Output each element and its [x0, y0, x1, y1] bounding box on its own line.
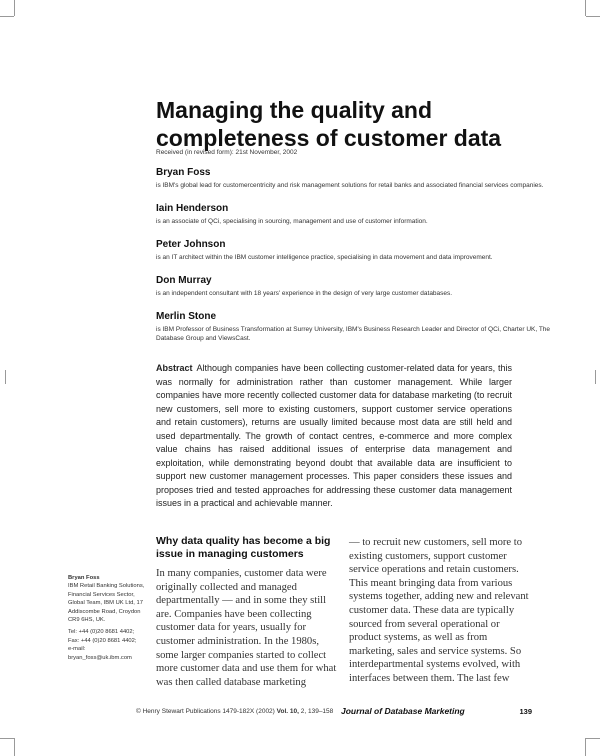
contact-email: bryan_foss@uk.ibm.com [68, 654, 132, 661]
author-entry [156, 166, 556, 190]
author-bio: is IBM Professor of Business Transformation at Surrey University, IBM's Business Research Leader and Director of QCi, Charter UK, The Database Group and ViewsCast. [156, 326, 551, 342]
received-date: Received (in revised form): 21st November, 2002 [156, 149, 298, 156]
contact-tel: Tel: +44 (0)20 8681 4402; [68, 629, 135, 636]
author-entry [156, 202, 556, 226]
author-bio: is IBM's global lead for customercentricity and risk management solutions for retail banks and associated financial services companies. [156, 182, 544, 189]
author-name: Peter Johnson [156, 239, 226, 250]
author-name: Bryan Foss [156, 167, 211, 178]
abstract [156, 362, 512, 511]
author-contact-sidebar [68, 574, 148, 662]
crop-mark [14, 0, 15, 16]
author-bio: is an independent consultant with 18 years' experience in the design of very large customer databases. [156, 290, 453, 297]
page-footer [136, 707, 532, 717]
author-entry [156, 310, 556, 343]
crop-mark [0, 738, 14, 739]
body-column-left [156, 535, 338, 689]
author-bio: is an associate of QCi, specialising in sourcing, management and use of customer information. [156, 218, 428, 225]
crop-mark [586, 16, 600, 17]
crop-mark [586, 738, 600, 739]
copyright-text: © Henry Stewart Publications 1479-182X (2002) [136, 708, 275, 715]
article-title: Managing the quality and completeness of customer data [156, 97, 502, 151]
page-number: 139 [519, 707, 532, 716]
contact-fax: Fax: +44 (0)20 8681 4402; [68, 637, 137, 644]
author-list [156, 166, 556, 355]
journal-name: Journal of Database Marketing [341, 706, 465, 716]
abstract-text: Although companies have been collecting customer-related data for years, this was normally for administration rather than customer management. While larger companies have more recently collected customer data for database marketing (to recruit new customers, sell more to existing customers, support customer service operations and retain customers), returns are usually limited because most data are still held and used departmentally. The growth of contact centres, e-commerce and more complex value chains has raised additional issues of enterprise data management and exploitation, while demonstrating beyond doubt that available data are insufficient to support new customer management processes. This paper considers these issues and proposes tried and tested approaches for addressing these customer data management issues in a practical and achievable manner. [156, 363, 512, 508]
crop-mark [595, 370, 596, 384]
section-heading: Why data quality has become a big issue in managing customers [156, 535, 331, 560]
author-entry [156, 274, 556, 298]
author-entry [156, 238, 556, 262]
body-paragraph: — to recruit new customers, sell more to existing customers, support customer service operations and retain customers. This meant bringing data from various systems together, adding new and relevant customer data. These data are typically sourced from several operational or product systems, as well as from marketing, sales and service systems. So interdepartmental systems evolved, with interfaces between them. The last few [349, 537, 529, 684]
footer-issue: 2, 139–158 [300, 708, 334, 715]
abstract-label: Abstract [156, 363, 193, 373]
contact-name: Bryan Foss [68, 575, 100, 581]
body-column-right [349, 536, 534, 686]
contact-address: IBM Retail Banking Solutions, Financial Services Sector, Global Team, IBM UK Ltd, 17 Addiscombe Road, Croydon CR9 6HS, UK. [68, 583, 145, 624]
body-paragraph: In many companies, customer data were originally collected and managed departmentally — and in some they still are. Companies have been collecting customer data for years, usually for customer administration. In the 1980s, some larger companies started to collect more customer data and use them for what was then called database marketing [156, 568, 337, 688]
crop-mark [585, 738, 586, 756]
contact-email-label: e-mail: [68, 646, 86, 653]
author-name: Don Murray [156, 275, 212, 286]
crop-mark [5, 370, 6, 384]
author-name: Merlin Stone [156, 311, 217, 322]
author-bio: is an IT architect within the IBM customer intelligence practice, specialising in data movement and data improvement. [156, 254, 493, 261]
crop-mark [0, 16, 14, 17]
footer-volume: Vol. 10, [276, 708, 299, 715]
crop-mark [585, 0, 586, 16]
crop-mark [14, 738, 15, 756]
author-name: Iain Henderson [156, 203, 229, 214]
footer-copyright [136, 708, 333, 715]
